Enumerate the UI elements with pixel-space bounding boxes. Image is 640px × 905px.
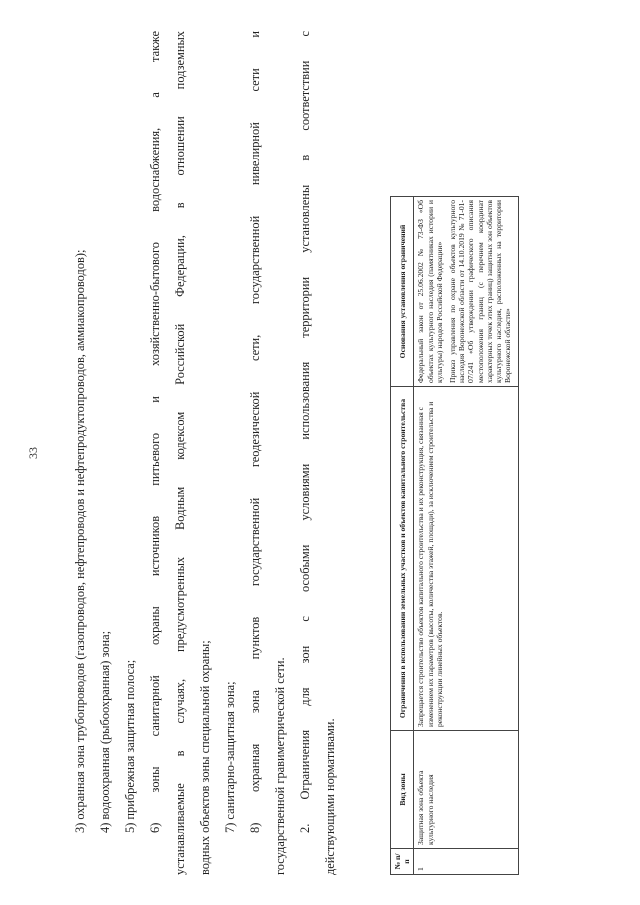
header-restrictions: Ограничения в использовании земельных участков и объектов капитального строительства xyxy=(391,386,414,730)
paragraph: 4) водоохранная (рыбоохранная) зона; xyxy=(98,630,112,833)
paragraph-continued: действующими нормативами. xyxy=(323,717,337,875)
cell-basis xyxy=(414,196,519,386)
basis-law: Федеральный закон от 25.06.2002 № 73-ФЗ «Об объектах культурного наследия (памятниках истории и культуры) народов Российской Федерации» xyxy=(416,199,444,383)
table-row xyxy=(414,196,519,874)
cell-number: 1 xyxy=(414,848,519,874)
rotated-document-page xyxy=(20,13,620,893)
paragraph: 8) охранная зона пунктов государственной геодезической сети, государственной нивелирной сети и xyxy=(248,30,262,833)
paragraph: 6) зоны санитарной охраны источников питьевого и хозяйственно-бытового водоснабжения, а также xyxy=(148,30,162,833)
table-header-row xyxy=(391,196,414,874)
paragraph: 3) охранная зона трубопроводов (газопроводов, нефтепроводов и нефтепродуктопроводов, аммиакопроводов); xyxy=(73,249,87,833)
paragraph-continued: водных объектов зоны специальной охраны; xyxy=(198,639,212,875)
header-number: № п/п xyxy=(391,848,414,874)
restrictions-table xyxy=(390,196,519,875)
paragraph-continued: государственной гравиметрической сети. xyxy=(273,656,287,875)
basis-order: Приказ управления по охране объектов культурного наследия Воронежской области от 14.10.2019 № 71-01-07/241 «Об утверждении графического описания местоположения границ (с перечнем координат характерных точек этих границ) защитных зон объектов культурного наследия, расположенных на территории Воронежской области» xyxy=(448,199,513,383)
paragraph-continued: устанавливаемые в случаях, предусмотренных Водным кодексом Российской Федерации, в отношении подземных xyxy=(173,30,187,875)
cell-restriction: Запрещается строительство объектов капитального строительства и их реконструкция, связанная с изменением их параметров (высоты, количества этажей, площади), за исключением строительства и реконструкции линейных объектов. xyxy=(414,386,519,730)
body-text xyxy=(68,31,343,875)
page-number: 33 xyxy=(26,446,40,459)
paragraph: 5) прибрежная защитная полоса; xyxy=(123,659,137,833)
header-basis: Основания установления ограничений xyxy=(391,196,414,386)
paragraph: 2. Ограничения для зон с особыми условиями использования территории установлены в соответствии с xyxy=(298,30,312,833)
paragraph: 7) санитарно-защитная зона; xyxy=(223,680,237,833)
cell-zone-type: Защитная зона объекта культурного наследия xyxy=(414,730,519,848)
header-zone-type: Вид зоны xyxy=(391,730,414,848)
